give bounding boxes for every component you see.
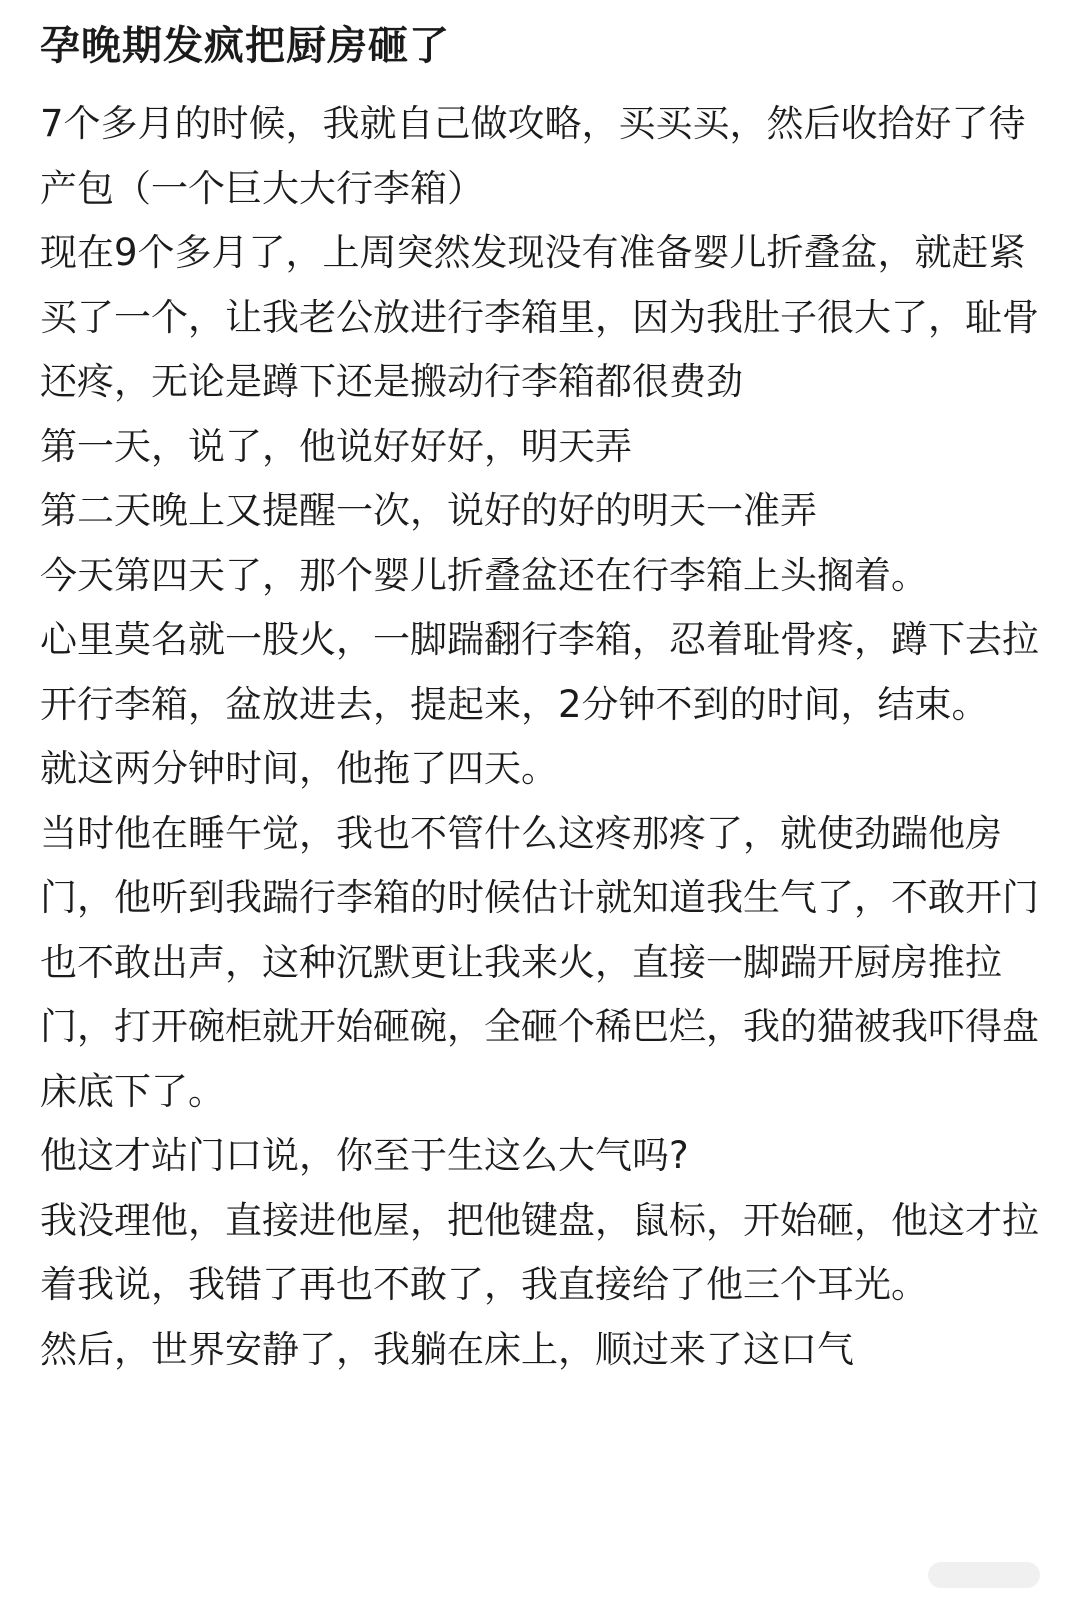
watermark [890, 1540, 1080, 1604]
watermark-badge [928, 1562, 1040, 1588]
paragraph: 现在9个多月了，上周突然发现没有准备婴儿折叠盆，就赶紧买了一个，让我老公放进行李箱里，因为我肚子很大了，耻骨还疼，无论是蹲下还是搬动行李箱都很费劲 [40, 231, 1039, 403]
paragraph: 就这两分钟时间，他拖了四天。 [40, 747, 558, 790]
paragraph: 当时他在睡午觉，我也不管什么这疼那疼了，就使劲踹他房门，他听到我踹行李箱的时候估计就知道我生气了，不敢开门也不敢出声，这种沉默更让我来火，直接一脚踹开厨房推拉门，打开碗柜就开始砸碗，全砸个稀巴烂，我的猫被我吓得盘床底下了。 [40, 811, 1039, 1113]
paragraph: 第二天晚上又提醒一次，说好的好的明天一准弄 [40, 489, 817, 532]
paragraph: 他这才站门口说，你至于生这么大气吗? [40, 1134, 689, 1177]
post-title: 孕晚期发疯把厨房砸了 [40, 23, 450, 69]
paragraph: 然后，世界安静了，我躺在床上，顺过来了这口气 [40, 1327, 854, 1371]
paragraph: 第一天，说了，他说好好好，明天弄 [40, 424, 632, 468]
post-body [40, 92, 1040, 1382]
paragraph: 7个多月的时候，我就自己做攻略，买买买，然后收拾好了待产包（一个巨大大行李箱） [40, 102, 1026, 210]
paragraph: 心里莫名就一股火，一脚踹翻行李箱，忍着耻骨疼，蹲下去拉开行李箱，盆放进去，提起来，2分钟不到的时间，结束。 [40, 618, 1039, 726]
paragraph: 今天第四天了，那个婴儿折叠盆还在行李箱上头搁着。 [40, 553, 928, 597]
paragraph: 我没理他，直接进他屋，把他键盘，鼠标，开始砸，他这才拉着我说，我错了再也不敢了，我直接给了他三个耳光。 [40, 1198, 1039, 1306]
